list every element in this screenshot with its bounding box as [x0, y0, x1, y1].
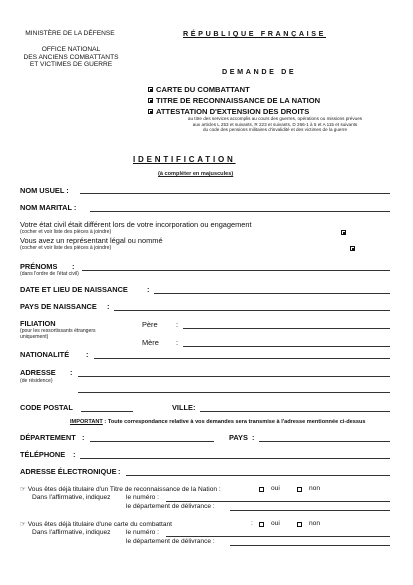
pays-naissance-colon: :: [107, 302, 110, 311]
office-line-1: OFFICE NATIONAL: [41, 46, 101, 53]
nationalite-colon: :: [86, 350, 89, 359]
carte-non-label: non: [309, 520, 321, 527]
email-colon: :: [118, 467, 121, 476]
mere-label: Mère: [142, 338, 159, 347]
telephone-label: TÉLÉPHONE: [20, 450, 66, 459]
section-subtitle: (à compléter en majuscules): [158, 171, 234, 177]
checkbox-icon[interactable]: [148, 109, 153, 114]
titre-oui-checkbox-icon[interactable]: [259, 487, 264, 492]
checkbox-icon[interactable]: [148, 98, 153, 103]
mere-field[interactable]: [183, 346, 390, 347]
nationalite-field[interactable]: [94, 358, 390, 359]
carte-question-text: Vous êtes déjà titulaire d'une carte du combattant: [27, 521, 172, 528]
departement-colon: :: [82, 433, 85, 442]
representant-question: Vous avez un représentant légal ou nommé: [20, 236, 163, 245]
prenoms-note: (dans l'ordre de l'état civil): [20, 271, 79, 277]
pays-colon: :: [252, 433, 255, 442]
option-carte-combattant[interactable]: CARTE DU COMBATTANT: [148, 85, 320, 94]
section-title: IDENTIFICATION: [133, 155, 236, 164]
carte-colon: :: [251, 520, 253, 527]
nom-marital-label: NOM MARITAL :: [20, 203, 77, 212]
carte-non-checkbox-icon[interactable]: [297, 522, 302, 527]
titre-non-checkbox-icon[interactable]: [297, 487, 302, 492]
date-lieu-label: DATE ET LIEU DE NAISSANCE: [20, 285, 128, 294]
demande-title: DEMANDE DE: [222, 67, 297, 76]
nom-marital-field[interactable]: [90, 211, 390, 212]
carte-question: [20, 520, 172, 528]
telephone-field[interactable]: [80, 458, 390, 459]
titre-numero-field[interactable]: [166, 501, 390, 502]
etat-civil-question: Votre état civil était différent lors de votre incorporation ou engagement: [20, 220, 252, 229]
titre-numero-label: le numéro :: [126, 494, 159, 501]
filiation-note: [20, 328, 96, 340]
email-label: ADRESSE ÉLECTRONIQUE: [20, 467, 117, 476]
date-lieu-colon: :: [147, 285, 150, 294]
representant-checkbox-icon[interactable]: [350, 246, 355, 251]
carte-dept-label: le département de délivrance :: [126, 538, 215, 545]
nom-usuel-field[interactable]: [80, 193, 390, 194]
titre-oui-label: oui: [271, 485, 280, 492]
adresse-field-line-2[interactable]: [78, 392, 390, 393]
important-label: IMPORTANT: [70, 419, 103, 425]
prenoms-label: PRÉNOMS: [20, 262, 58, 271]
legal-note-line: du code des pensions militaires d'invalidité et des victimes de la guerre: [202, 127, 348, 133]
carte-dept-field[interactable]: [230, 545, 390, 546]
pere-label: Père: [142, 320, 158, 329]
pays-naissance-field[interactable]: [114, 310, 390, 311]
prenoms-field[interactable]: [82, 270, 390, 271]
legal-note: [160, 116, 390, 133]
nom-usuel-label: NOM USUEL :: [20, 186, 69, 195]
legal-note-line: aux articles L 253 et suivants, R 223 et suivants, D 266-1 à 5 et A 115 et suivants: [192, 121, 358, 127]
filiation-note-line: (pour les ressortissants étrangers: [20, 328, 96, 334]
ville-label: VILLE: [172, 403, 193, 412]
carte-numero-field[interactable]: [166, 536, 390, 537]
pointing-hand-icon: ☞: [20, 486, 26, 493]
titre-non-label: non: [309, 485, 321, 492]
ministry-name: MINISTÈRE DE LA DÉFENSE: [25, 30, 115, 37]
pays-field[interactable]: [259, 441, 390, 442]
titre-dept-label: le département de délivrance :: [126, 503, 215, 510]
pays-naissance-label: PAYS DE NAISSANCE: [20, 302, 97, 311]
telephone-colon: :: [73, 450, 76, 459]
office-line-3: ET VICTIMES DE GUERRE: [29, 61, 113, 69]
code-postal-label: CODE POSTAL: [20, 403, 73, 412]
adresse-label: ADRESSE: [20, 368, 56, 377]
pays-label: PAYS: [229, 433, 248, 442]
adresse-note: (de résidence): [20, 378, 53, 384]
titre-affirm-label: Dans l'affirmative, indiquez: [32, 494, 111, 501]
etat-civil-note: (cocher et voir liste des pièces à joindre): [20, 229, 112, 235]
pere-colon: :: [176, 320, 179, 329]
filiation-label: FILIATION: [20, 319, 56, 328]
date-lieu-field[interactable]: [154, 293, 390, 294]
option-titre-reconnaissance[interactable]: TITRE DE RECONNAISSANCE DE LA NATION: [148, 96, 320, 105]
email-field[interactable]: [126, 475, 390, 476]
request-options: [148, 85, 320, 116]
carte-oui-checkbox-icon[interactable]: [259, 522, 264, 527]
office-line-2: DES ANCIENS COMBATTANTS: [23, 53, 119, 61]
option-attestation-extension[interactable]: ATTESTATION D'EXTENSION DES DROITS: [148, 107, 320, 116]
adresse-colon: :: [70, 368, 73, 377]
nationalite-label: NATIONALITÉ: [20, 350, 70, 359]
important-text: : Toute correspondance relative à vos demandes sera transmise à l'adresse mentionnée ci-dessus: [104, 419, 366, 425]
departement-label: DÉPARTEMENT: [20, 433, 76, 442]
etat-civil-checkbox-icon[interactable]: [341, 230, 346, 235]
legal-note-line: au titre des services accomplis au cours des guerres, opérations ou missions prévues: [187, 116, 363, 121]
pointing-hand-icon: ☞: [20, 521, 26, 528]
code-postal-field[interactable]: [81, 411, 133, 412]
ville-field[interactable]: [200, 411, 390, 412]
office-name: [16, 46, 126, 69]
departement-field[interactable]: [90, 441, 214, 442]
pere-field[interactable]: [183, 328, 390, 329]
adresse-field-line-1[interactable]: [78, 376, 390, 377]
carte-affirm-label: Dans l'affirmative, indiquez: [32, 529, 111, 536]
carte-oui-label: oui: [271, 520, 280, 527]
checkbox-icon[interactable]: [148, 87, 153, 92]
titre-question-text: Vous êtes déjà titulaire d'un Titre de reconnaissance de la Nation :: [27, 486, 221, 493]
titre-question: [20, 485, 221, 493]
representant-note: (cocher et voir liste des pièces à joindre): [20, 245, 112, 251]
prenoms-colon: :: [72, 262, 75, 271]
mere-colon: :: [176, 338, 179, 347]
carte-numero-label: le numéro :: [126, 529, 159, 536]
filiation-note-line: uniquement): [20, 334, 49, 340]
ville-colon: :: [193, 403, 196, 412]
titre-dept-field[interactable]: [230, 510, 390, 511]
republic-title: RÉPUBLIQUE FRANÇAISE: [183, 29, 327, 38]
important-notice: [70, 419, 366, 425]
